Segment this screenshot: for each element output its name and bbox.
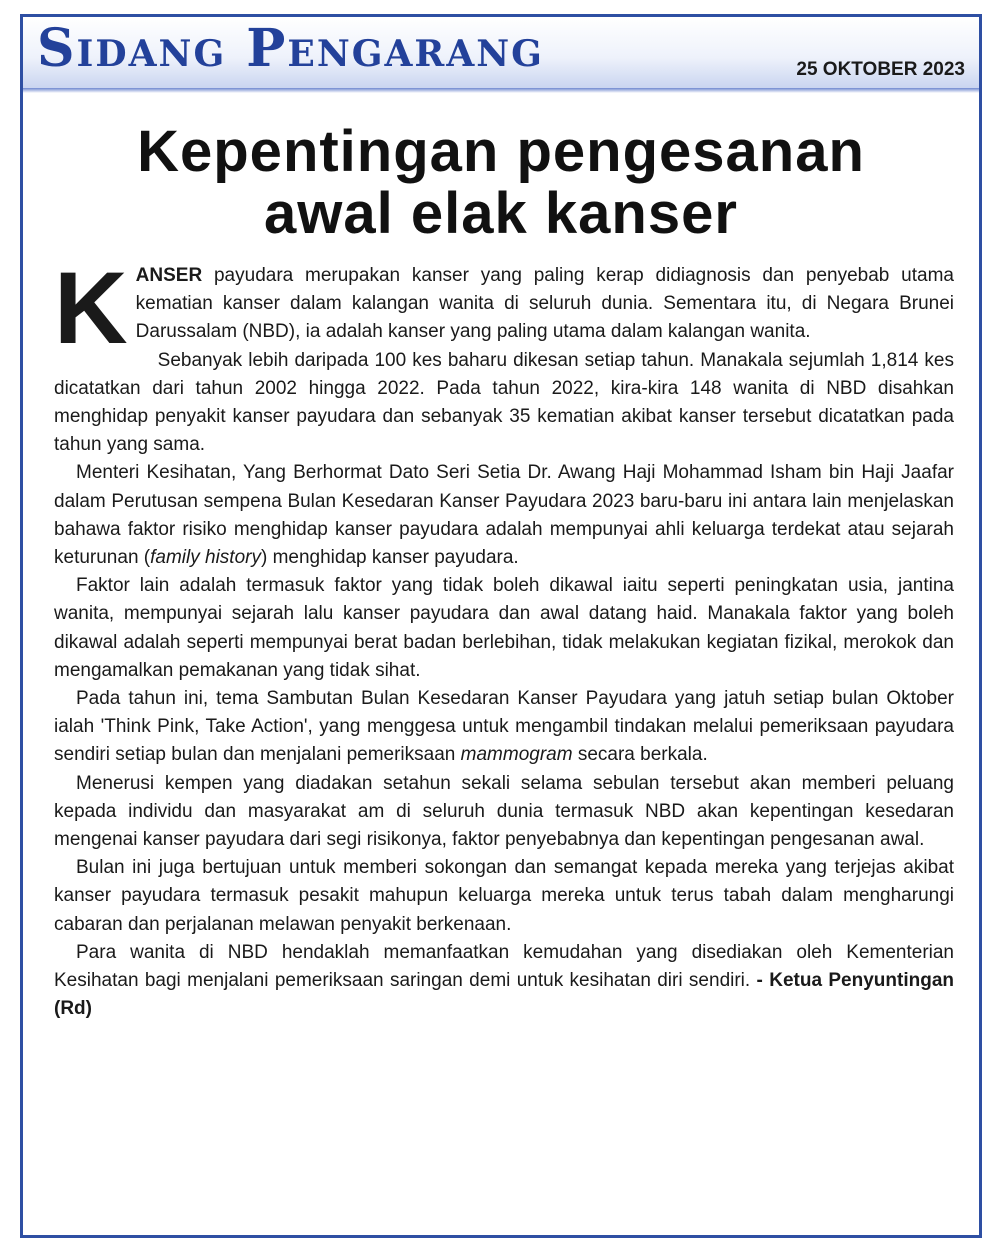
paragraph-5-text-a: Pada tahun ini, tema Sambutan Bulan Kesedaran Kanser Payudara yang jatuh setiap bulan Oktober ialah 'Think Pink, Take Action', yang menggesa untuk mengambil tindakan melalui pemeriksaan payudara sendiri setiap bulan dan menjalani pemeriksaan [54,688,954,766]
paragraph-3 [54,459,954,572]
headline [23,121,979,245]
paragraph-5-text-b: secara berkala. [572,744,708,766]
article-body [54,251,954,1023]
paragraph-4: Faktor lain adalah termasuk faktor yang tidak boleh dikawal iaitu seperti peningkatan usia, jantina wanita, mempunyai sejarah lalu kanser payudara dan awal datang haid. Manakala faktor yang boleh dikawal adalah seperti mempunyai berat badan berlebihan, tidak melakukan kegiatan fizikal, merokok dan mengamalkan pemakanan yang tidak sihat. [54,575,954,681]
paragraph-1-text: payudara merupakan kanser yang paling kerap didiagnosis dan penyebab utama kematian kanser dalam kalangan wanita di seluruh dunia. Sementara itu, di Negara Brunei Darussalam (NBD), ia adalah kanser yang paling utama dalam kalangan wanita. [135,265,954,343]
paragraph-8 [54,939,954,1024]
section-title: Sidang Pengarang [37,18,544,79]
paragraph-3-text-a: Menteri Kesihatan, Yang Berhormat Dato Seri Setia Dr. Awang Haji Mohammad Isham bin Haji Jaafar dalam Perutusan sempena Bulan Kesedaran Kanser Payudara 2023 baru-baru ini antara lain menjelaskan bahawa faktor risiko menghidap kanser payudara adalah mempunyai ahli keluarga terdekat atau sejarah keturunan ( [54,462,954,569]
paragraph-6: Menerusi kempen yang diadakan setahun sekali selama sebulan tersebut akan memberi peluang kepada individu dan masyarakat am di seluruh dunia termasuk NBD akan kepentingan kesedaran mengenai kanser payudara dari segi risikonya, faktor penyebabnya dan kepentingan pengesanan awal. [54,772,954,851]
section-header [23,17,979,91]
headline-line-1: Kepentingan pengesanan [137,119,865,184]
lead-word: ANSER [135,265,203,286]
paragraph-5-italic: mammogram [460,744,573,766]
paragraph-7: Bulan ini juga bertujuan untuk memberi sokongan dan semangat kepada mereka yang terjejas akibat kanser payudara termasuk pesakit mahupun keluarga mereka untuk terus tabah dalam mengharungi cabaran dan perjalanan melawan penyakit berkenaan. [54,857,954,935]
headline-line-2: awal elak kanser [264,181,738,246]
paragraph-3-italic: family history [150,547,261,569]
publication-date: 25 OKTOBER 2023 [796,59,965,80]
paragraph-1 [54,251,954,365]
paragraph-2: Sebanyak lebih daripada 100 kes baharu dikesan setiap tahun. Manakala sejumlah 1,814 kes dicatatkan dari tahun 2002 hingga 2022. Pada tahun 2022, kira-kira 148 wanita di NBD disahkan menghidap penyakit kanser payudara dan sebanyak 35 kematian akibat kanser tersebut dicatatkan pada tahun yang sama. [54,349,954,456]
paragraph-3-text-b: ) menghidap kanser payudara. [260,547,519,569]
paragraph-5 [54,685,954,770]
paragraph-8-text: Para wanita di NBD hendaklah memanfaatkan kemudahan yang disediakan oleh Kementerian Kesihatan bagi menjalani pemeriksaan saringan demi untuk kesihatan diri sendiri. [54,941,954,992]
drop-cap: K [54,251,128,365]
page-frame [20,14,982,1238]
signature: - Ketua Penyuntingan (Rd) [54,970,954,1020]
